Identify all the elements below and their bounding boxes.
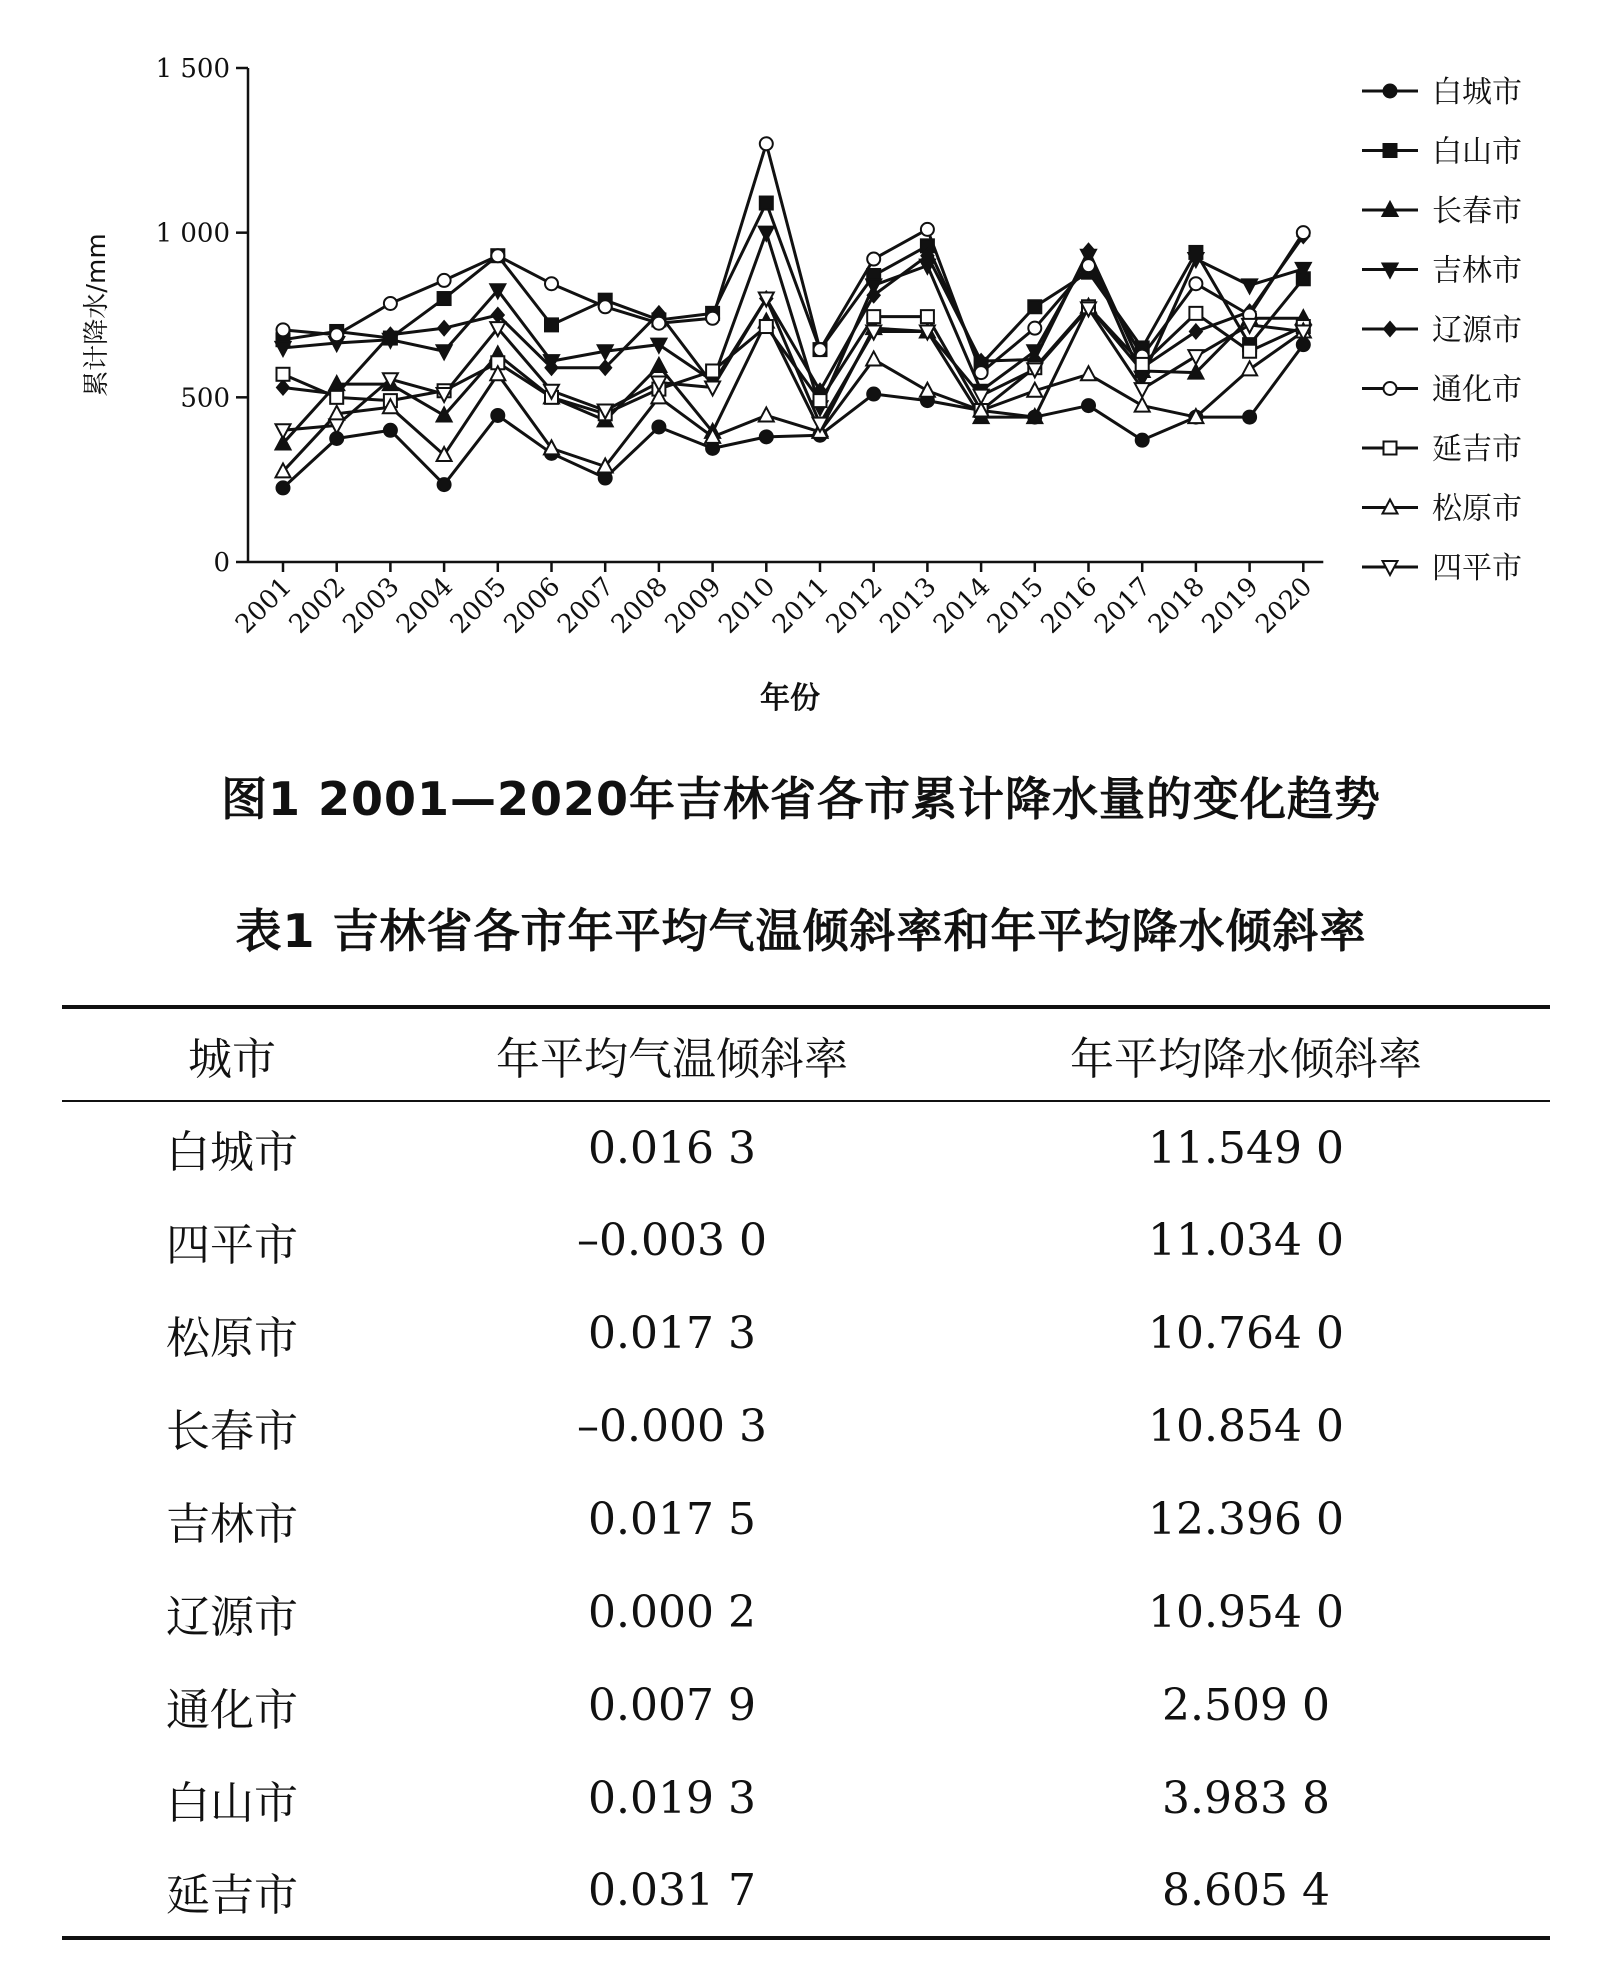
legend-item [1362, 373, 1522, 408]
data-point [1189, 307, 1202, 320]
x-tick-label: 2001 [229, 571, 298, 640]
data-point [759, 407, 774, 421]
data-point [975, 366, 988, 379]
x-tick-label: 2002 [283, 571, 352, 640]
data-point [1190, 324, 1202, 338]
legend-item [1362, 194, 1522, 229]
data-point [330, 391, 343, 404]
table-row [62, 1194, 1550, 1287]
data-point [652, 420, 665, 433]
data-point [1242, 279, 1257, 293]
legend-label: 吉林市 [1432, 253, 1522, 289]
x-tick-label: 2016 [1035, 571, 1104, 640]
data-point [384, 297, 397, 310]
series-line [283, 144, 1303, 373]
data-point [814, 343, 827, 356]
cell-temp-slope: 0.031 7 [402, 1845, 942, 1938]
x-tick-label: 2013 [874, 571, 943, 640]
cell-city: 白城市 [166, 1127, 298, 1178]
x-tick-label: 2020 [1250, 571, 1319, 640]
data-point [921, 223, 934, 236]
table-row [62, 1845, 1550, 1938]
legend-marker [1384, 382, 1397, 395]
legend-label: 白山市 [1432, 134, 1522, 170]
data-point [438, 478, 451, 491]
data-point [1082, 399, 1095, 412]
data-point [277, 323, 290, 336]
table-row [62, 1287, 1550, 1380]
data-point [437, 345, 452, 359]
data-point [1135, 398, 1150, 412]
legend-marker [1384, 85, 1397, 98]
series-8 [283, 331, 1303, 471]
data-point [920, 383, 935, 397]
data-point [651, 358, 666, 372]
legend-marker [1384, 442, 1397, 455]
data-point [438, 292, 451, 305]
data-point [867, 388, 880, 401]
data-point [491, 409, 504, 422]
cell-city: 通化市 [166, 1684, 298, 1736]
table-row [62, 1101, 1550, 1194]
y-axis-label: 累计降水/mm [82, 233, 112, 397]
table-caption: 表1 吉林省各市年平均气温倾斜率和年平均降水倾斜率 [235, 904, 1367, 958]
data-point [706, 364, 719, 377]
data-point [1242, 361, 1257, 375]
table-row [62, 1752, 1550, 1845]
table-header-row [62, 1007, 1550, 1101]
data-point [277, 380, 289, 394]
x-tick-label: 2008 [605, 571, 674, 640]
chart-legend [1362, 75, 1522, 586]
figure-caption: 图1 2001—2020年吉林省各市累计降水量的变化趋势 [220, 772, 1382, 826]
data-point [330, 328, 343, 341]
y-tick-label: 0 [213, 548, 230, 578]
data-point [1297, 226, 1310, 239]
data-point [545, 277, 558, 290]
series-line [283, 331, 1303, 471]
data-point [652, 317, 665, 330]
legend-item [1362, 432, 1522, 467]
legend-item [1362, 135, 1522, 170]
x-axis-label: 年份 [760, 681, 820, 716]
cell-city: 辽源市 [166, 1591, 298, 1643]
x-tick-label: 2014 [928, 571, 997, 640]
header-temp-slope: 年平均气温倾斜率 [402, 1007, 942, 1101]
x-tick-label: 2017 [1089, 571, 1158, 640]
data-point [867, 310, 880, 323]
data-point [277, 368, 290, 381]
data-point [1189, 277, 1202, 290]
legend-label: 延吉市 [1432, 432, 1522, 467]
legend-label: 四平市 [1432, 551, 1522, 586]
cell-precip-slope: 11.034 0 [1148, 1215, 1344, 1266]
data-point [814, 394, 827, 407]
x-tick-label: 2009 [659, 571, 728, 640]
legend-label: 辽源市 [1432, 313, 1522, 348]
cell-precip-slope: 2.509 0 [1162, 1680, 1330, 1731]
x-tick-label: 2010 [713, 571, 782, 640]
data-point [760, 320, 773, 333]
cell-city: 吉林市 [166, 1498, 298, 1550]
cell-precip-slope: 3.983 8 [1162, 1773, 1330, 1824]
legend-label: 长春市 [1432, 194, 1522, 229]
cell-city: 白山市 [166, 1777, 298, 1829]
data-point [1188, 350, 1203, 364]
x-tick-label: 2007 [552, 571, 621, 640]
table-row [62, 1473, 1550, 1566]
data-point [760, 197, 773, 210]
data-point [1028, 322, 1041, 335]
x-tick-label: 2003 [337, 571, 406, 640]
data-point [438, 321, 450, 335]
y-tick-label: 1 000 [155, 218, 230, 249]
data-point [1028, 300, 1041, 313]
data-point [866, 351, 881, 365]
data-point [706, 312, 719, 325]
legend-label: 松原市 [1432, 491, 1522, 527]
cell-precip-slope: 10.764 0 [1148, 1308, 1344, 1359]
y-tick-label: 500 [180, 383, 230, 414]
cell-temp-slope: –0.000 3 [577, 1401, 767, 1452]
data-point [384, 424, 397, 437]
data-point [1135, 383, 1150, 397]
slope-table [62, 1005, 1550, 1940]
data-point [1136, 434, 1149, 447]
cell-precip-slope: 12.396 0 [1148, 1494, 1344, 1545]
x-tick-label: 2006 [498, 571, 567, 640]
legend-item [1362, 75, 1522, 110]
data-point [491, 249, 504, 262]
cell-precip-slope: 8.605 4 [942, 1845, 1550, 1938]
cell-city: 长春市 [166, 1405, 298, 1457]
cell-city: 延吉市 [62, 1845, 402, 1938]
data-point [867, 253, 880, 266]
series-4 [283, 233, 1303, 408]
legend-item [1362, 492, 1522, 527]
y-tick-label: 1 500 [155, 54, 230, 84]
legend-item [1362, 551, 1522, 586]
cell-city: 松原市 [166, 1312, 298, 1364]
data-point [760, 137, 773, 150]
cell-temp-slope: 0.007 9 [588, 1680, 756, 1731]
series-6 [283, 144, 1303, 373]
x-tick-label: 2019 [1196, 571, 1265, 640]
legend-item [1362, 254, 1522, 289]
data-point [545, 318, 558, 331]
x-tick-label: 2012 [820, 571, 889, 640]
legend-label: 白城市 [1432, 75, 1522, 110]
cell-temp-slope: 0.017 5 [588, 1494, 756, 1545]
cell-temp-slope: 0.016 3 [588, 1122, 756, 1174]
table-row [62, 1380, 1550, 1473]
legend-label: 通化市 [1432, 372, 1522, 408]
table-row [62, 1566, 1550, 1659]
cell-city: 四平市 [166, 1219, 298, 1271]
data-point [438, 274, 451, 287]
cell-precip-slope: 10.854 0 [1148, 1401, 1344, 1452]
x-tick-label: 2005 [444, 571, 513, 640]
series-line [283, 233, 1303, 408]
header-precip-slope: 年平均降水倾斜率 [942, 1007, 1550, 1101]
data-point [760, 430, 773, 443]
data-point [1082, 259, 1095, 272]
cell-temp-slope: 0.019 3 [588, 1773, 756, 1824]
cell-precip-slope: 11.549 0 [1148, 1122, 1344, 1174]
data-point [277, 481, 290, 494]
x-tick-label: 2015 [981, 571, 1050, 640]
legend-item [1362, 313, 1522, 348]
x-tick-label: 2018 [1142, 571, 1211, 640]
data-point [1243, 345, 1256, 358]
chart-series [276, 137, 1311, 494]
data-point [599, 300, 612, 313]
data-point [759, 227, 774, 241]
x-tick-label: 2004 [391, 571, 460, 640]
legend-marker [1384, 322, 1396, 336]
cell-temp-slope: 0.000 2 [588, 1587, 756, 1638]
data-point [921, 310, 934, 323]
precipitation-line-chart [0, 0, 1602, 740]
header-city: 城市 [62, 1007, 402, 1101]
cell-temp-slope: –0.003 0 [577, 1215, 767, 1266]
cell-temp-slope: 0.017 3 [588, 1308, 756, 1359]
cell-precip-slope: 10.954 0 [1148, 1587, 1344, 1638]
legend-marker [1384, 144, 1397, 157]
data-point [1243, 411, 1256, 424]
x-tick-label: 2011 [766, 571, 835, 640]
data-point [1081, 366, 1096, 380]
table-row [62, 1659, 1550, 1752]
data-point [1136, 358, 1149, 371]
